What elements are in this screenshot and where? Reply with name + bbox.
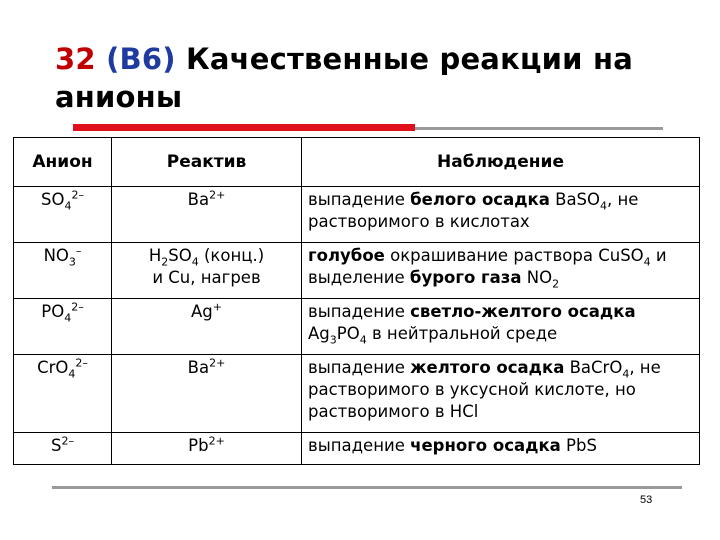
table-header-row — [14, 138, 700, 187]
cell-anion: $SO_4^{2-}$ — [14, 187, 112, 243]
cell-reagent: $Ba^{2+}$ — [112, 355, 302, 433]
footer-rule — [52, 486, 682, 489]
table-row — [14, 243, 700, 299]
title-text: Качественные реакции на анионы — [55, 42, 634, 114]
cell-anion: $NO_3^-$ — [14, 243, 112, 299]
cell-observation: выпадение белого осадка BaSO$_4$, не растворимого в кислотах — [302, 187, 700, 243]
table-row — [14, 433, 700, 465]
slide-title — [55, 40, 695, 116]
header-anion: Анион — [14, 138, 112, 187]
cell-anion: $PO_4^{2-}$ — [14, 299, 112, 355]
header-reagent: Реактив — [112, 138, 302, 187]
cell-anion: CrO$_4^{2-}$ — [14, 355, 112, 433]
cell-observation: выпадение черного осадка PbS — [302, 433, 700, 465]
cell-anion: $S^{2-}$ — [14, 433, 112, 465]
cell-reagent: $Pb^{2+}$ — [112, 433, 302, 465]
table-row — [14, 299, 700, 355]
anion-reactions-table — [13, 137, 700, 465]
title-code: (B6) — [106, 42, 176, 76]
cell-reagent: Ag+ — [112, 299, 302, 355]
table-row — [14, 355, 700, 433]
title-underline-accent — [73, 124, 415, 131]
cell-reagent: $Ba^{2+}$ — [112, 187, 302, 243]
cell-reagent: $H_2SO_4$ (конц.) и Cu, нагрев — [112, 243, 302, 299]
page-number: 53 — [640, 494, 653, 506]
table-row — [14, 187, 700, 243]
title-underline-rule — [415, 127, 663, 130]
cell-observation: выпадение желтого осадка BaCrO$_4$, не растворимого в уксусной кислоте, но растворимого в HCl — [302, 355, 700, 433]
cell-observation: голубое окрашивание раствора CuSO$_4$ и выделение бурого газа $NO_2$ — [302, 243, 700, 299]
cell-observation: выпадение светло-желтого осадка $Ag_3PO_4$ в нейтральной среде — [302, 299, 700, 355]
title-number: 32 — [55, 42, 96, 76]
header-observation: Наблюдение — [302, 138, 700, 187]
